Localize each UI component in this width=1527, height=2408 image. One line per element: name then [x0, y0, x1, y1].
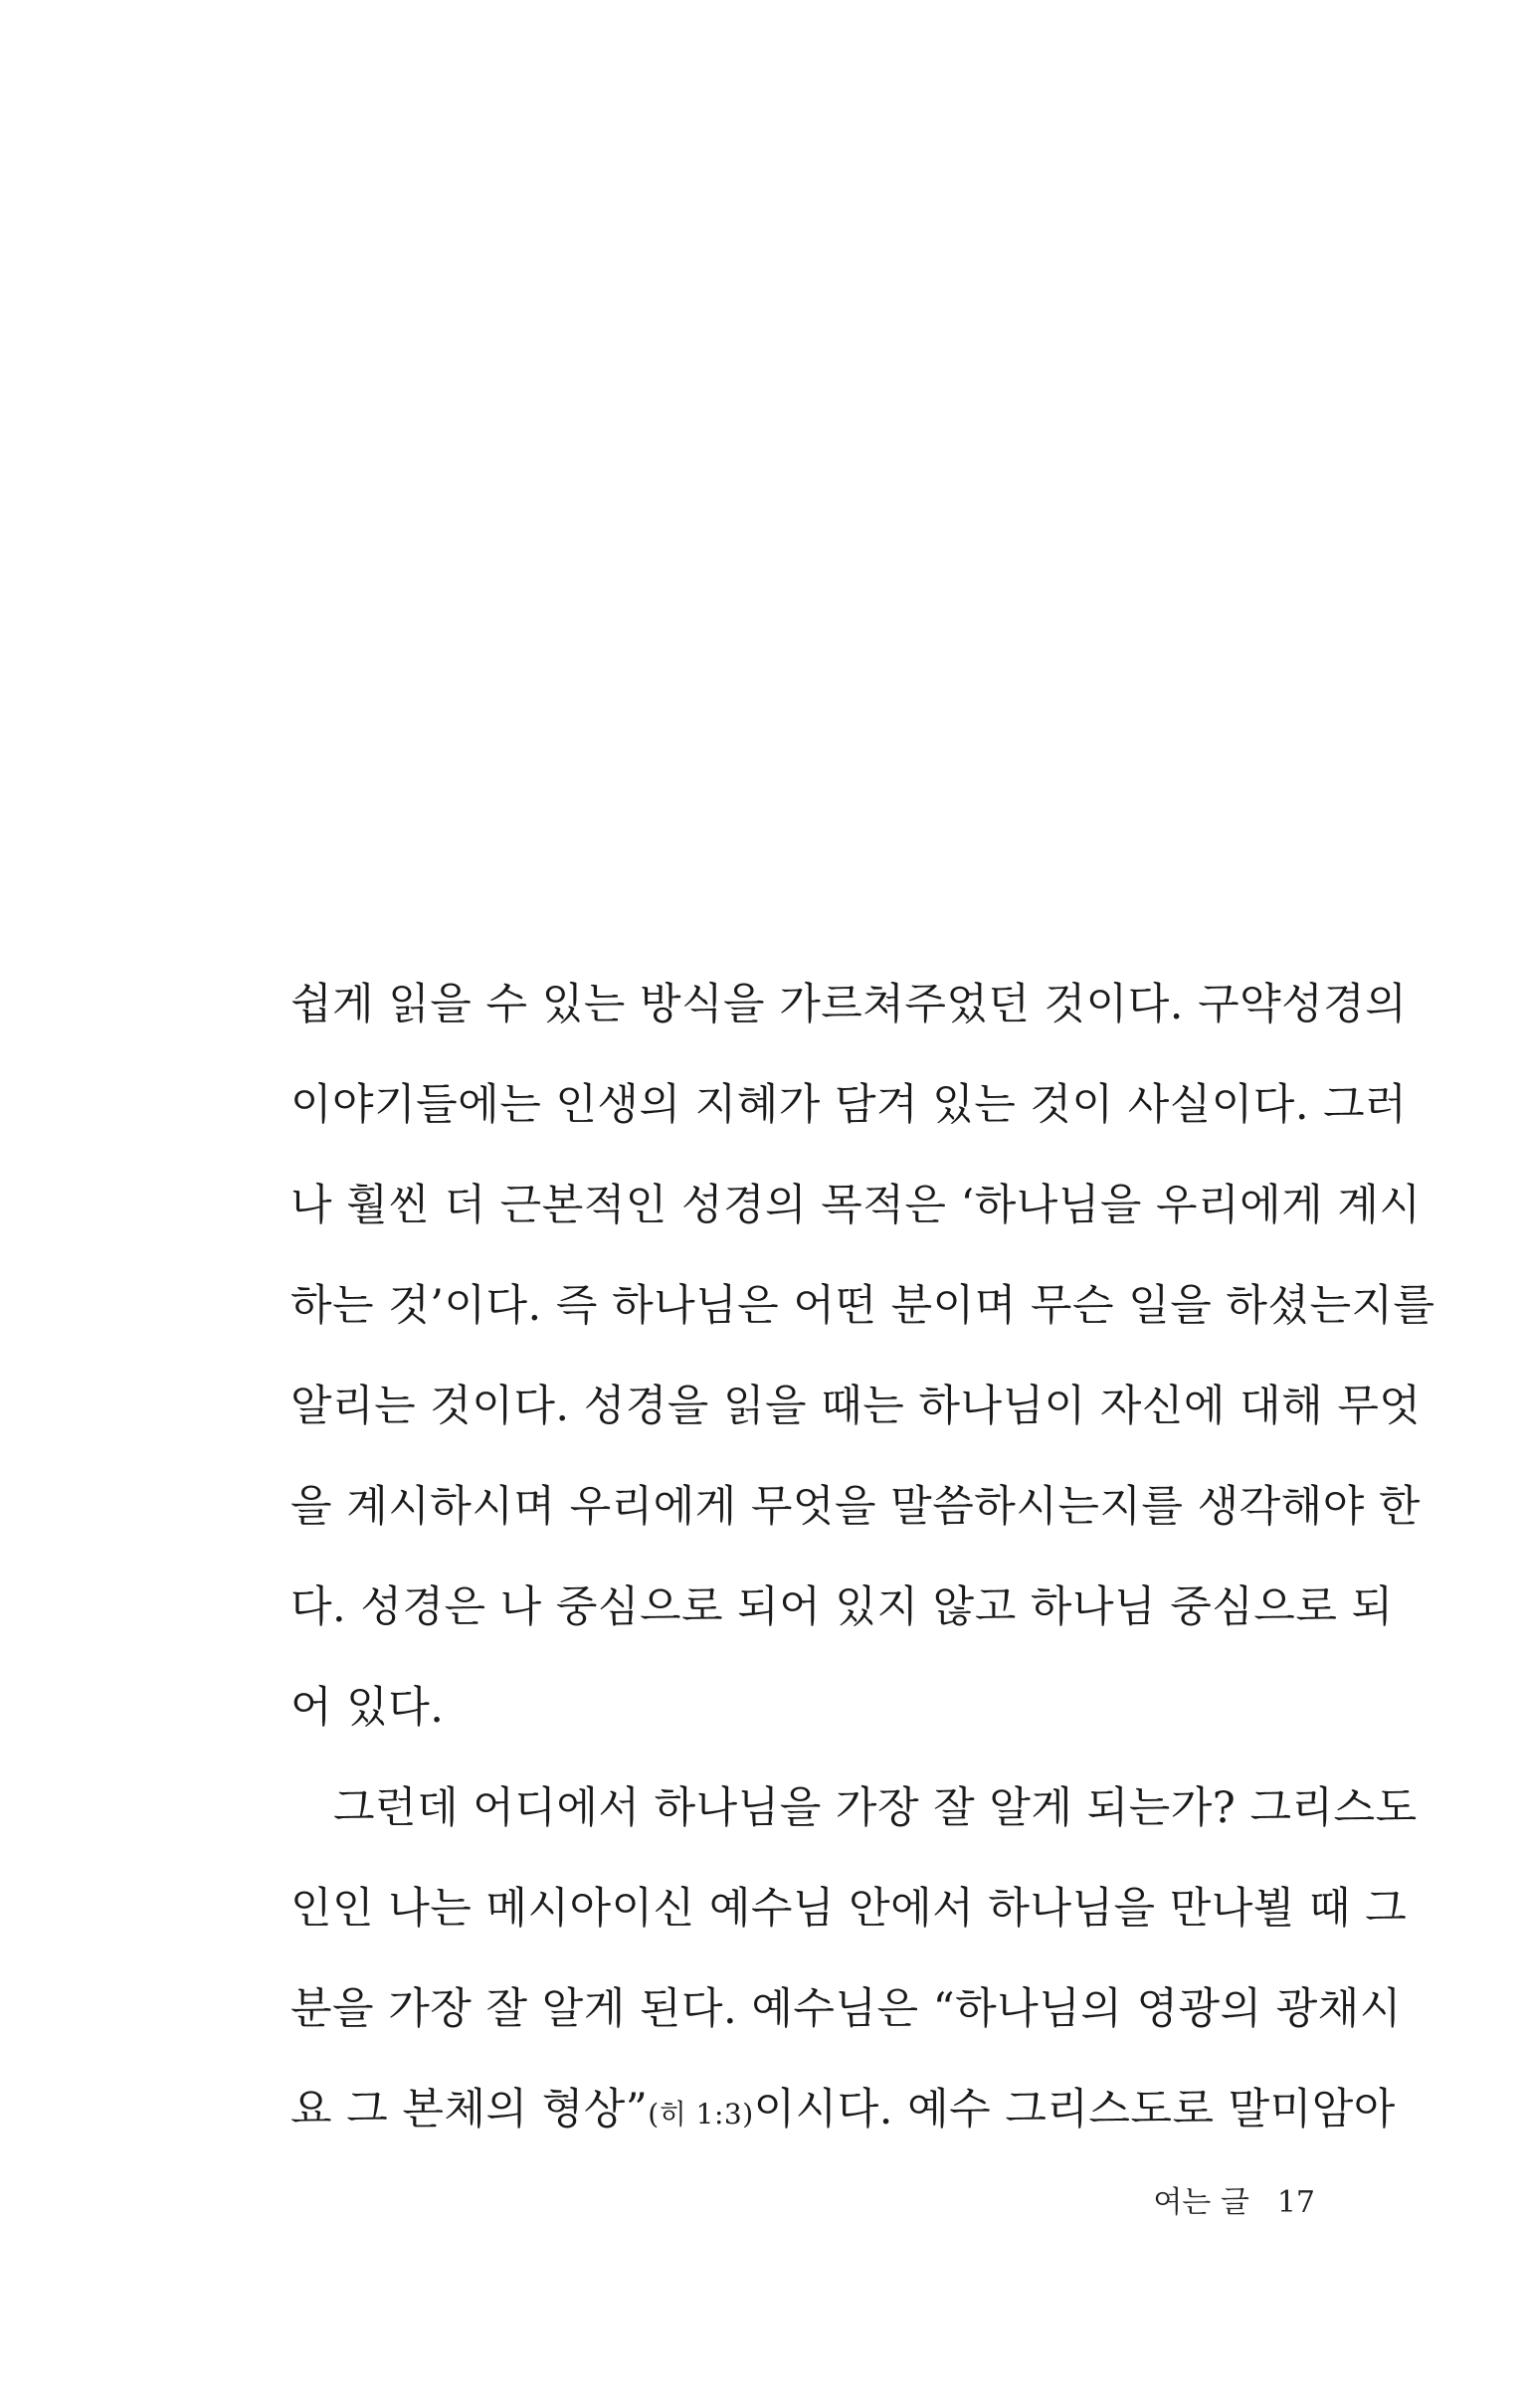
text-line: 분을 가장 잘 알게 된다. 예수님은 “하나님의 영광의 광채시	[290, 1984, 1402, 2034]
text-line: 인인 나는 메시아이신 예수님 안에서 하나님을 만나뵐 때 그	[290, 1884, 1408, 1934]
text-line: 이야기들에는 인생의 지혜가 담겨 있는 것이 사실이다. 그러	[290, 1080, 1408, 1130]
text-line	[290, 2060, 1396, 2160]
text-line: 다. 성경은 나 중심으로 되어 있지 않고 하나님 중심으로 되	[290, 1582, 1394, 1632]
page-footer	[1153, 2183, 1315, 2223]
paragraph	[290, 955, 1435, 1759]
text-line: 을 계시하시며 우리에게 무엇을 말씀하시는지를 생각해야 한	[290, 1482, 1421, 1532]
text-line: 쉽게 읽을 수 있는 방식을 가르쳐주었던 것이다. 구약성경의	[290, 980, 1408, 1029]
text-line: 그런데 어디에서 하나님을 가장 잘 알게 되는가? 그리스도	[333, 1783, 1418, 1833]
text-line: 나 훨씬 더 근본적인 성경의 목적은 ‘하나님을 우리에게 계시	[290, 1181, 1422, 1230]
scripture-reference: (히 1:3)	[648, 2098, 754, 2130]
paragraph	[290, 1759, 1418, 2160]
text-line: 하는 것’이다. 즉 하나님은 어떤 분이며 무슨 일을 하셨는지를	[290, 1281, 1435, 1331]
text-segment: 이시다. 예수 그리스도로 말미암아	[753, 2085, 1396, 2134]
running-section-title: 여는 글	[1153, 2185, 1249, 2220]
text-segment: 요 그 본체의 형상”	[290, 2085, 649, 2134]
text-line: 알리는 것이다. 성경을 읽을 때는 하나님이 자신에 대해 무엇	[290, 1382, 1422, 1431]
page-number: 17	[1276, 2185, 1315, 2220]
text-line: 어 있다.	[290, 1683, 445, 1733]
body-text	[290, 955, 1435, 2160]
